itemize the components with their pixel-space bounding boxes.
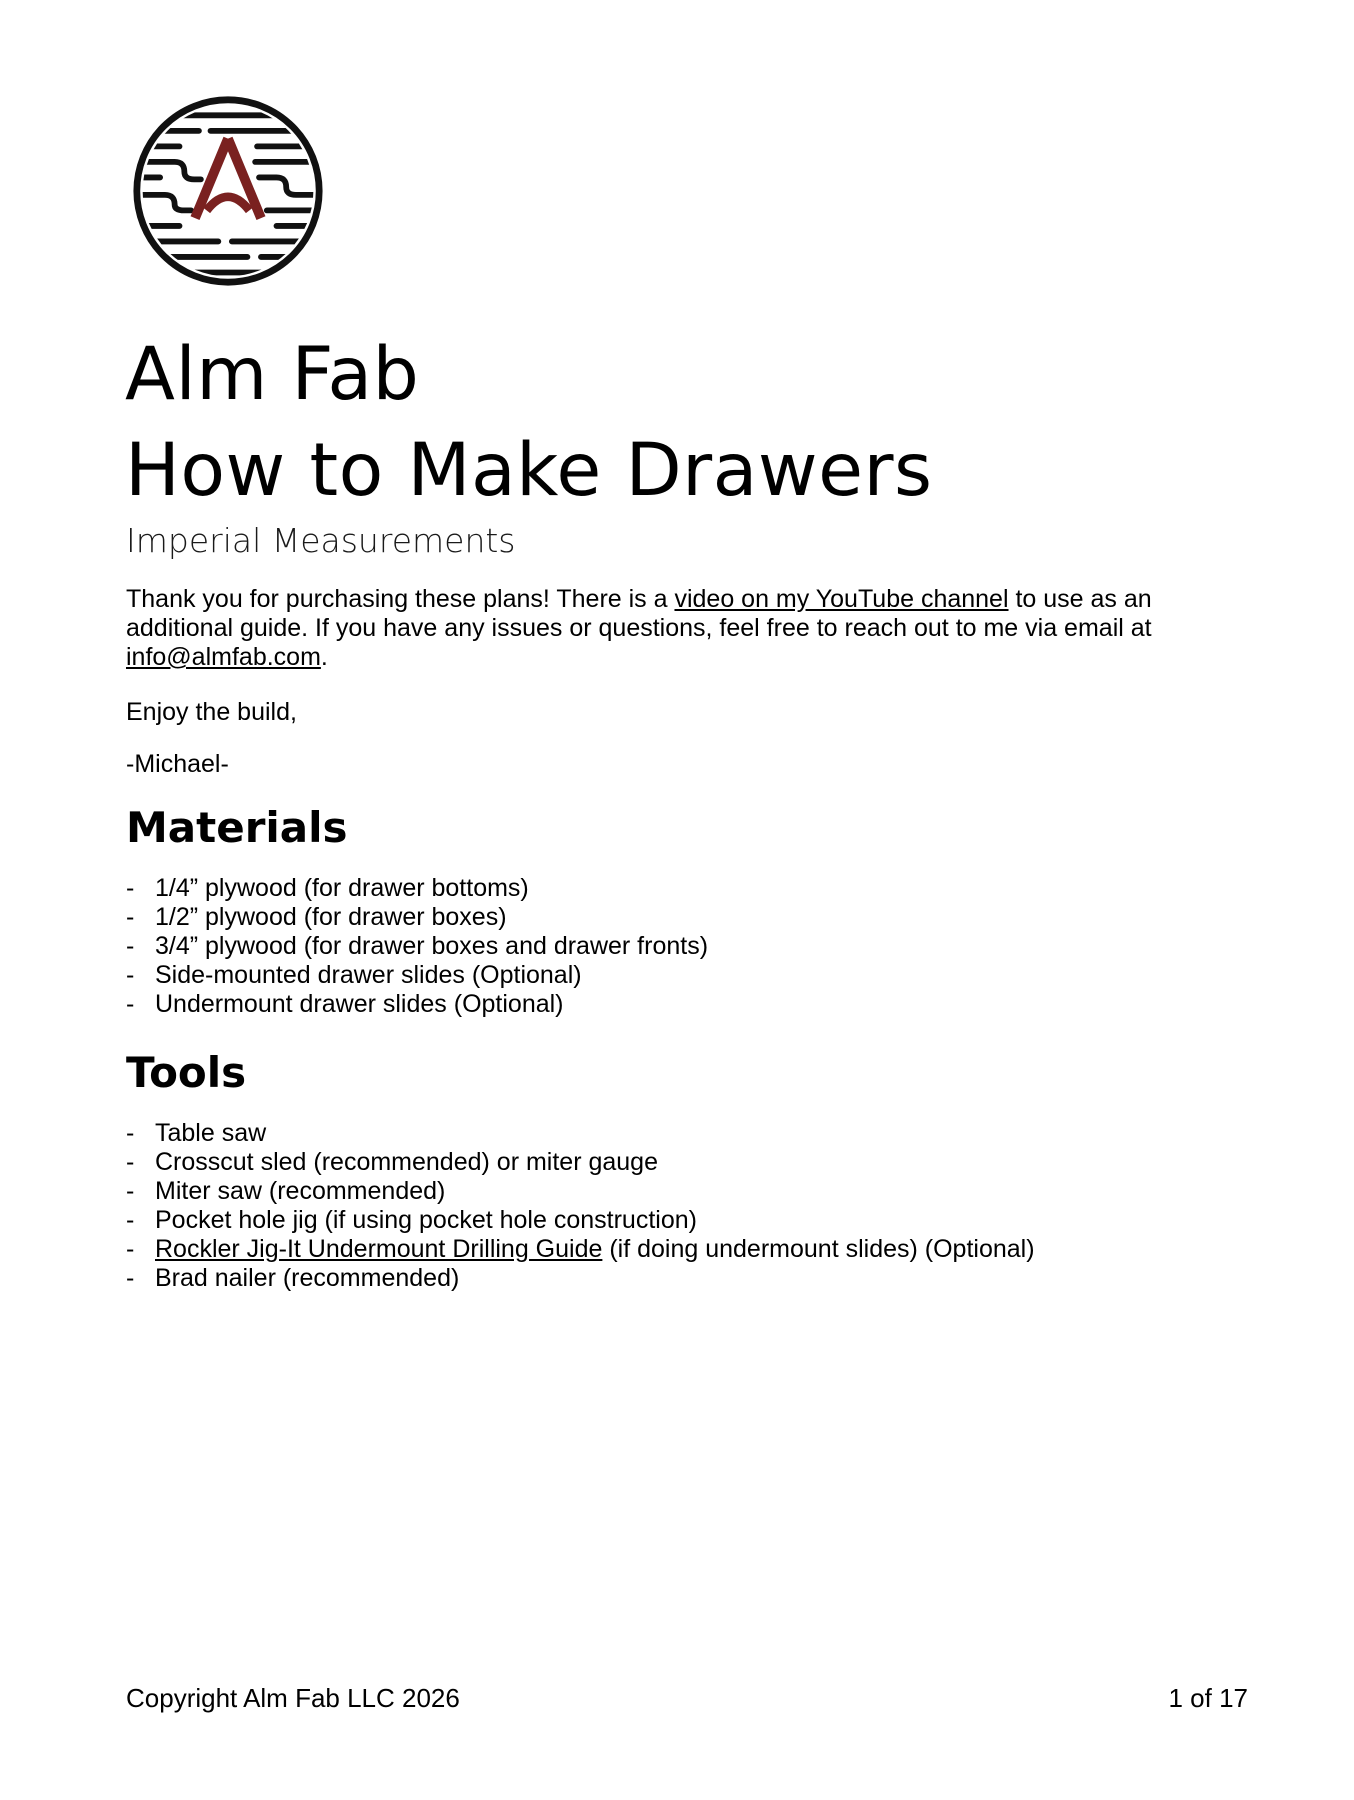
bullet-dash: - — [126, 1148, 135, 1176]
bullet-dash: - — [126, 961, 135, 989]
intro-text: Thank you for purchasing these plans! There is a — [126, 585, 675, 613]
email-link[interactable]: info@almfab.com — [126, 643, 321, 671]
tools-list — [126, 1119, 1035, 1293]
list-item-text: Miter saw (recommended) — [155, 1177, 446, 1205]
list-item-text: Side-mounted drawer slides (Optional) — [155, 961, 582, 989]
list-item — [126, 1119, 1035, 1148]
list-item — [126, 1235, 1035, 1264]
bullet-dash: - — [126, 1177, 135, 1205]
list-item — [126, 1148, 1035, 1177]
list-item-text: Undermount drawer slides (Optional) — [155, 990, 564, 1018]
list-item — [126, 990, 708, 1019]
rockler-guide-link[interactable]: Rockler Jig-It Undermount Drilling Guide — [155, 1235, 603, 1263]
intro-text-continued: to use as an additional guide. If you have any issues or questions, feel free to reach out to me via email at — [126, 585, 1152, 642]
bullet-dash: - — [126, 1264, 135, 1292]
list-item-text — [155, 1235, 1035, 1264]
closing-line: Enjoy the build, — [126, 698, 297, 726]
bullet-dash: - — [126, 990, 135, 1018]
list-item-text: 1/2” plywood (for drawer boxes) — [155, 903, 507, 931]
list-item — [126, 1177, 1035, 1206]
alm-fab-logo — [131, 94, 325, 288]
list-item — [126, 874, 708, 903]
list-item-text: 1/4” plywood (for drawer bottoms) — [155, 874, 529, 902]
intro-paragraph — [126, 585, 1246, 672]
list-item — [126, 961, 708, 990]
list-item — [126, 1264, 1035, 1293]
list-item-text: 3/4” plywood (for drawer boxes and drawer fronts) — [155, 932, 709, 960]
list-item — [126, 932, 708, 961]
list-item — [126, 903, 708, 932]
bullet-dash: - — [126, 874, 135, 902]
bullet-dash: - — [126, 932, 135, 960]
bullet-dash: - — [126, 1206, 135, 1234]
page-number: 1 of 17 — [1168, 1683, 1248, 1713]
materials-heading: Materials — [126, 803, 348, 852]
bullet-dash: - — [126, 1119, 135, 1147]
youtube-video-link[interactable]: video on my YouTube channel — [674, 585, 1009, 613]
intro-text-end: . — [320, 643, 328, 671]
page-subtitle: Imperial Measurements — [126, 521, 516, 560]
page-title-brand: Alm Fab — [125, 332, 420, 417]
signature: -Michael- — [126, 750, 229, 778]
bullet-dash: - — [126, 1235, 135, 1263]
materials-list — [126, 874, 708, 1019]
list-item — [126, 1206, 1035, 1235]
tools-heading: Tools — [126, 1048, 247, 1097]
copyright-footer: Copyright Alm Fab LLC 2026 — [126, 1683, 460, 1713]
bullet-dash: - — [126, 903, 135, 931]
list-item-text: Brad nailer (recommended) — [155, 1264, 460, 1292]
list-item-text: Table saw — [155, 1119, 267, 1147]
list-item-text: Pocket hole jig (if using pocket hole construction) — [155, 1206, 697, 1234]
page-title: How to Make Drawers — [125, 428, 933, 513]
list-item-text: Crosscut sled (recommended) or miter gauge — [155, 1148, 658, 1176]
list-item-note: (if doing undermount slides) (Optional) — [602, 1235, 1035, 1263]
